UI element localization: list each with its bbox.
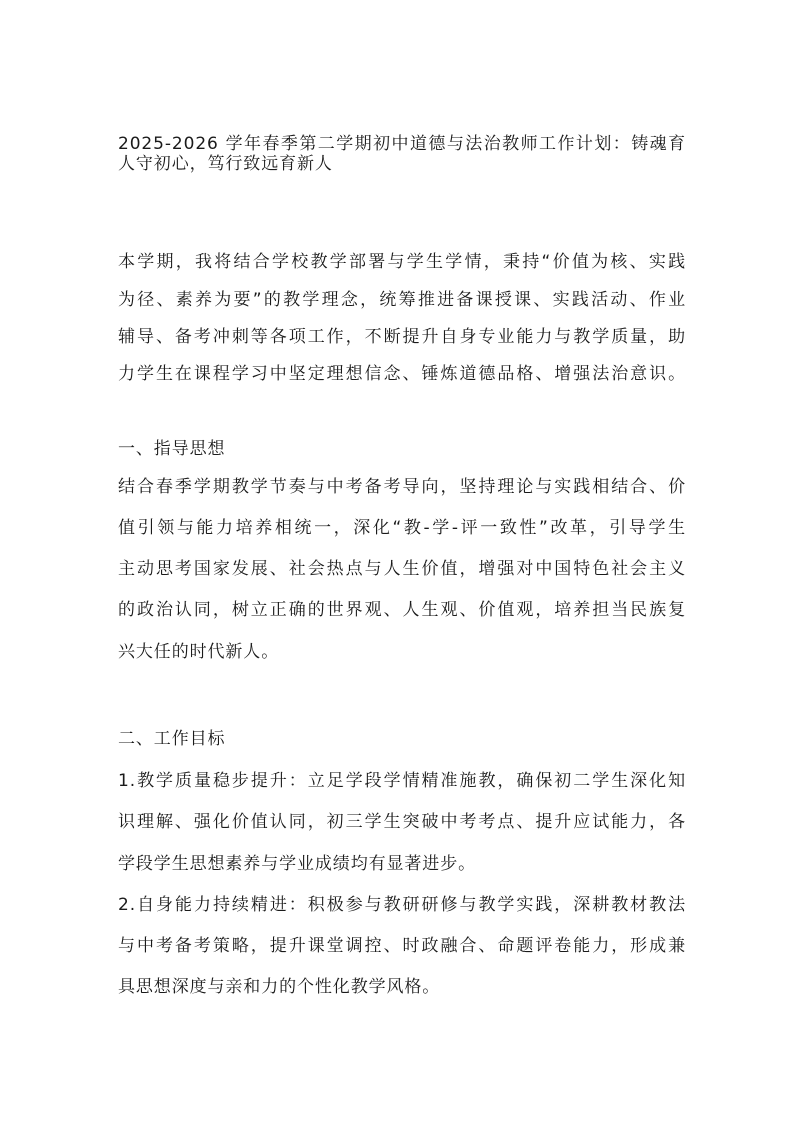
section-2-line-4: 2.自身能力持续精进：积极参与教研研修与教学实践，深耕教材教法 (118, 895, 686, 915)
section-2-line-2: 识理解、强化价值认同，初三学生突破中考考点、提升应试能力，各 (118, 812, 686, 832)
intro-line-2: 为径、素养为要”的教学理念，统筹推进备课授课、实践活动、作业 (118, 290, 686, 310)
section-2-line-3: 学段学生思想素养与学业成绩均有显著进步。 (118, 854, 476, 874)
section-1-line-2: 值引领与能力培养相统一，深化“教-学-评一致性”改革，引导学生 (118, 518, 686, 538)
section-1-line-3: 主动思考国家发展、社会热点与人生价值，增强对中国特色社会主义 (118, 559, 686, 579)
intro-line-4: 力学生在课程学习中坚定理想信念、锤炼道德品格、增强法治意识。 (118, 364, 686, 384)
intro-line-1: 本学期，我将结合学校教学部署与学生学情，秉持“价值为核、实践 (118, 252, 686, 272)
section-1-line-4: 的政治认同，树立正确的世界观、人生观、价值观，培养担当民族复 (118, 600, 686, 620)
section-2-line-1: 1.教学质量稳步提升：立足学段学情精准施教，确保初二学生深化知 (118, 771, 686, 791)
section-1-line-1: 结合春季学期教学节奏与中考备考导向，坚持理论与实践相结合、价 (118, 477, 686, 497)
intro-line-3: 辅导、备考冲刺等各项工作，不断提升自身专业能力与教学质量，助 (118, 327, 686, 347)
section-heading-guiding-ideology: 一、指导思想 (118, 439, 226, 459)
document-title-line-2: 人守初心，笃行致远育新人 (118, 154, 333, 174)
section-heading-work-goals: 二、工作目标 (118, 729, 226, 749)
section-2-line-6: 具思想深度与亲和力的个性化教学风格。 (118, 977, 441, 997)
document-title-line-1: 2025-2026 学年春季第二学期初中道德与法治教师工作计划：铸魂育 (118, 134, 686, 154)
section-2-line-5: 与中考备考策略，提升课堂调控、时政融合、命题评卷能力，形成兼 (118, 936, 686, 956)
section-1-line-5: 兴大任的时代新人。 (118, 642, 280, 662)
